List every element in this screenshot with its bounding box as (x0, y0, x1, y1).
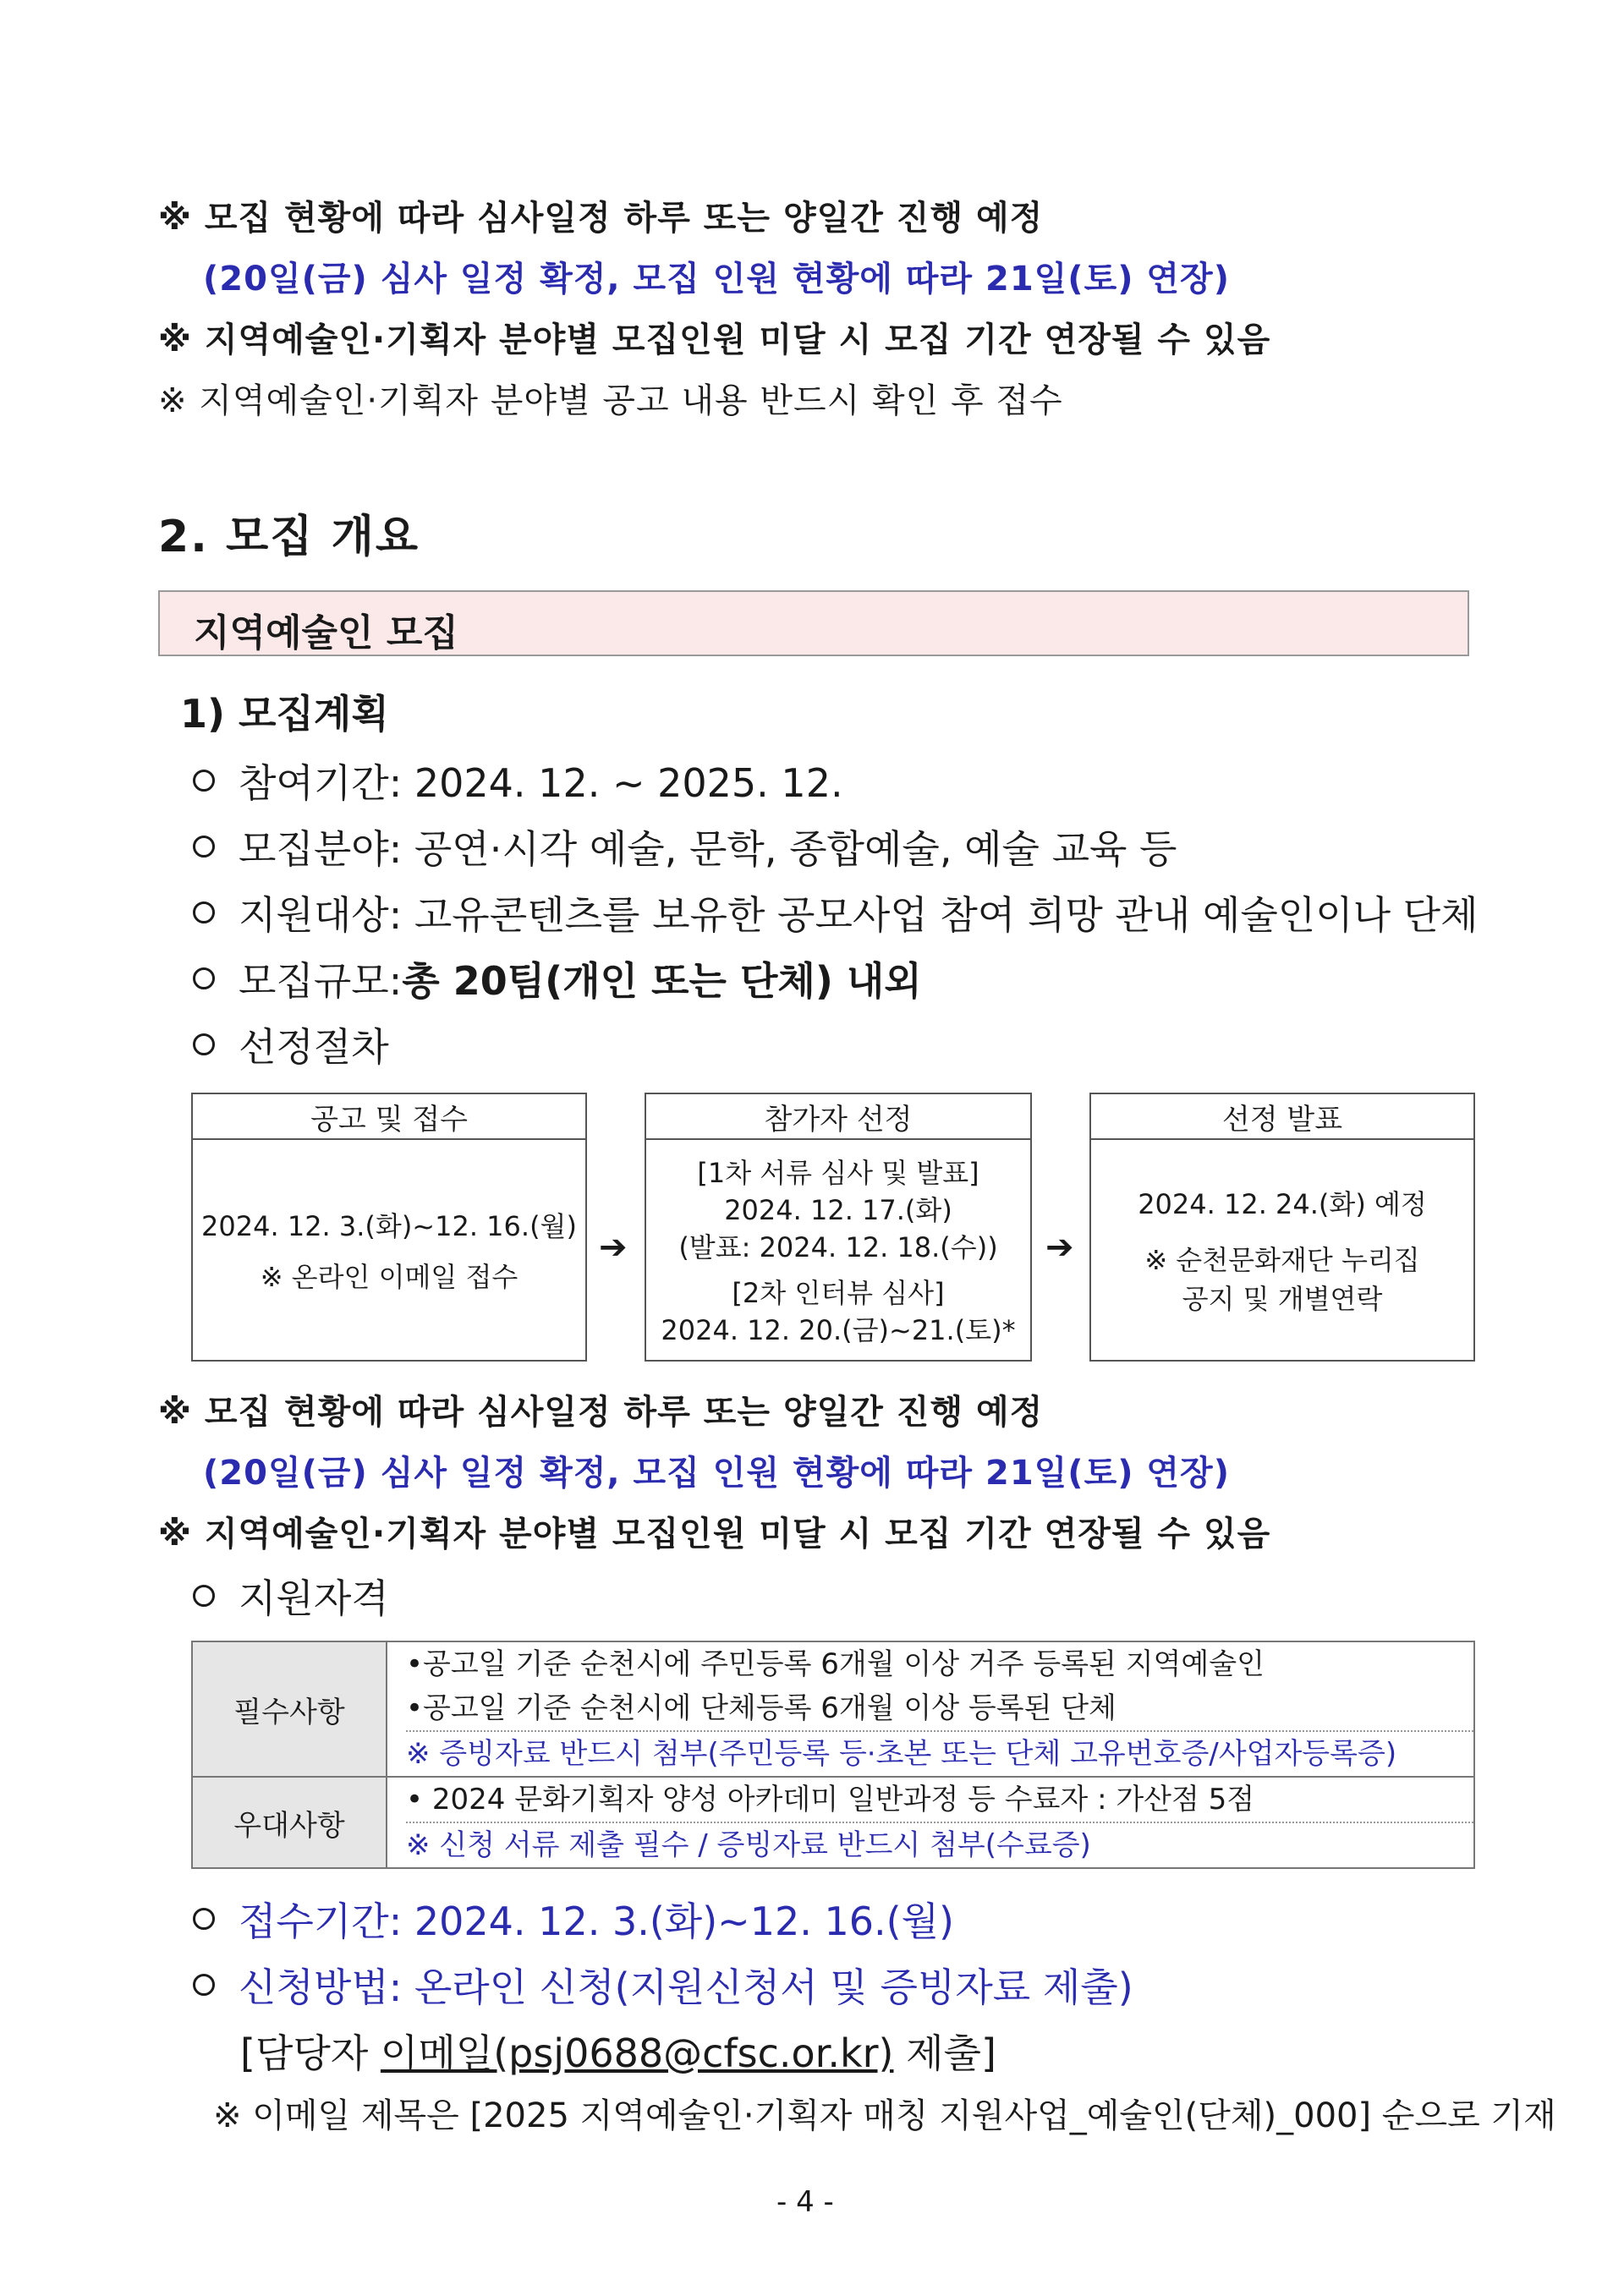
bullet-circle-icon (193, 967, 215, 989)
item-procedure (193, 1016, 389, 1072)
email-subject-note: ※ 이메일 제목은 [2025 지역예술인·기획자 매칭 지원사업_예술인(단체)_000] 순으로 기재 (213, 2096, 1556, 2135)
note-schedule-2: ※ 모집 현황에 따라 심사일정 하루 또는 양일간 진행 예정 (158, 1393, 1044, 1432)
process-step-line: ※ 순천문화재단 누리집 (1144, 1244, 1420, 1276)
contact-line (240, 2023, 996, 2079)
bullet-circle-icon (193, 901, 215, 923)
item-period-text: 참여기간: 2024. 12. ~ 2025. 12. (239, 760, 843, 806)
subsection-title: 1) 모집계획 (180, 691, 389, 737)
arrow-right-icon: ➔ (599, 1228, 628, 1267)
item-receipt-text: 접수기간: 2024. 12. 3.(화)~12. 16.(월) (239, 1899, 954, 1944)
qualification-table (191, 1641, 1475, 1869)
bullet-circle-icon (193, 836, 215, 858)
process-step-line: 2024. 12. 17.(화) (724, 1194, 952, 1226)
note-extension-2: ※ 지역예술인·기획자 분야별 모집인원 미달 시 모집 기간 연장될 수 있음 (158, 1515, 1271, 1553)
note-extension: ※ 지역예술인·기획자 분야별 모집인원 미달 시 모집 기간 연장될 수 있음 (158, 321, 1271, 359)
process-step-line: 2024. 12. 20.(금)~21.(토)* (661, 1314, 1016, 1346)
preferred-label: 우대사항 (192, 1777, 387, 1868)
process-step-1 (191, 1093, 587, 1362)
preferred-content (387, 1777, 1474, 1868)
bullet-circle-icon (193, 1585, 215, 1607)
process-step-header: 참가자 선정 (646, 1094, 1030, 1140)
process-step-line: 공지 및 개별연락 (1182, 1283, 1383, 1315)
preferred-line: • 2024 문화기획자 양성 아카데미 일반과정 등 수료자 : 가산점 5점 (406, 1783, 1255, 1817)
note-schedule-detail: (20일(금) 심사 일정 확정, 모집 인원 현황에 따라 21일(토) 연장) (203, 260, 1230, 299)
bullet-circle-icon (193, 1033, 215, 1055)
contact-email: 이메일(psj0688@cfsc.or.kr) (380, 2030, 894, 2076)
process-step-line: 2024. 12. 3.(화)~12. 16.(월) (201, 1210, 577, 1242)
required-label: 필수사항 (192, 1641, 387, 1777)
item-qualification-text: 지원자격 (239, 1575, 389, 1621)
arrow-right-icon: ➔ (1045, 1228, 1074, 1267)
note-schedule-detail-2: (20일(금) 심사 일정 확정, 모집 인원 현황에 따라 21일(토) 연장) (203, 1454, 1230, 1493)
contact-open: [담당자 (240, 2030, 381, 2076)
item-field-text: 모집분야: 공연·시각 예술, 문학, 종합예술, 예술 교육 등 (239, 826, 1177, 872)
note-check-notice: ※ 지역예술인·기획자 분야별 공고 내용 반드시 확인 후 접수 (158, 381, 1063, 420)
section-title: 2. 모집 개요 (158, 512, 420, 562)
item-procedure-text: 선정절차 (239, 1024, 389, 1070)
item-scale-value: 총 20팀(개인 또는 단체) 내외 (402, 958, 922, 1004)
required-note: ※ 증빙자료 반드시 첨부(주민등록 등·초본 또는 단체 고유번호증/사업자등록증) (406, 1730, 1473, 1776)
process-step-line: [2차 인터뷰 심사] (732, 1277, 945, 1309)
bullet-circle-icon (193, 1908, 215, 1930)
process-step-header: 선정 발표 (1091, 1094, 1473, 1140)
process-step-line: 2024. 12. 24.(화) 예정 (1138, 1188, 1427, 1220)
process-step-3 (1089, 1093, 1475, 1362)
process-step-line: (발표: 2024. 12. 18.(수)) (678, 1231, 998, 1263)
item-period (193, 753, 843, 808)
item-target-text: 지원대상: 고유콘텐츠를 보유한 공모사업 참여 희망 관내 예술인이나 단체 (239, 892, 1479, 938)
process-step-2 (645, 1093, 1032, 1362)
item-receipt (193, 1891, 954, 1947)
item-field (193, 819, 1177, 874)
contact-close: 제출] (893, 2030, 996, 2076)
process-step-header: 공고 및 접수 (193, 1094, 585, 1140)
required-content (387, 1641, 1474, 1777)
item-scale (193, 951, 922, 1006)
bullet-circle-icon (193, 770, 215, 792)
banner-label: 지역예술인 모집 (194, 611, 458, 655)
item-target (193, 885, 1479, 940)
required-line: •공고일 기준 순천시에 주민등록 6개월 이상 거주 등록된 지역예술인 (406, 1647, 1265, 1681)
page-number: - 4 - (776, 2185, 834, 2219)
preferred-note: ※ 신청 서류 제출 필수 / 증빙자료 반드시 첨부(수료증) (406, 1822, 1473, 1867)
section-banner (158, 590, 1469, 656)
item-scale-label: 모집규모: (239, 958, 403, 1004)
required-line: •공고일 기준 순천시에 단체등록 6개월 이상 등록된 단체 (406, 1691, 1116, 1725)
process-step-line: ※ 온라인 이메일 접수 (260, 1261, 518, 1293)
process-step-line: [1차 서류 심사 및 발표] (697, 1157, 979, 1189)
bullet-circle-icon (193, 1974, 215, 1996)
item-method-text: 신청방법: 온라인 신청(지원신청서 및 증빙자료 제출) (239, 1964, 1133, 2010)
item-qualification (193, 1568, 389, 1624)
item-method (193, 1957, 1133, 2013)
note-schedule: ※ 모집 현황에 따라 심사일정 하루 또는 양일간 진행 예정 (158, 199, 1044, 238)
